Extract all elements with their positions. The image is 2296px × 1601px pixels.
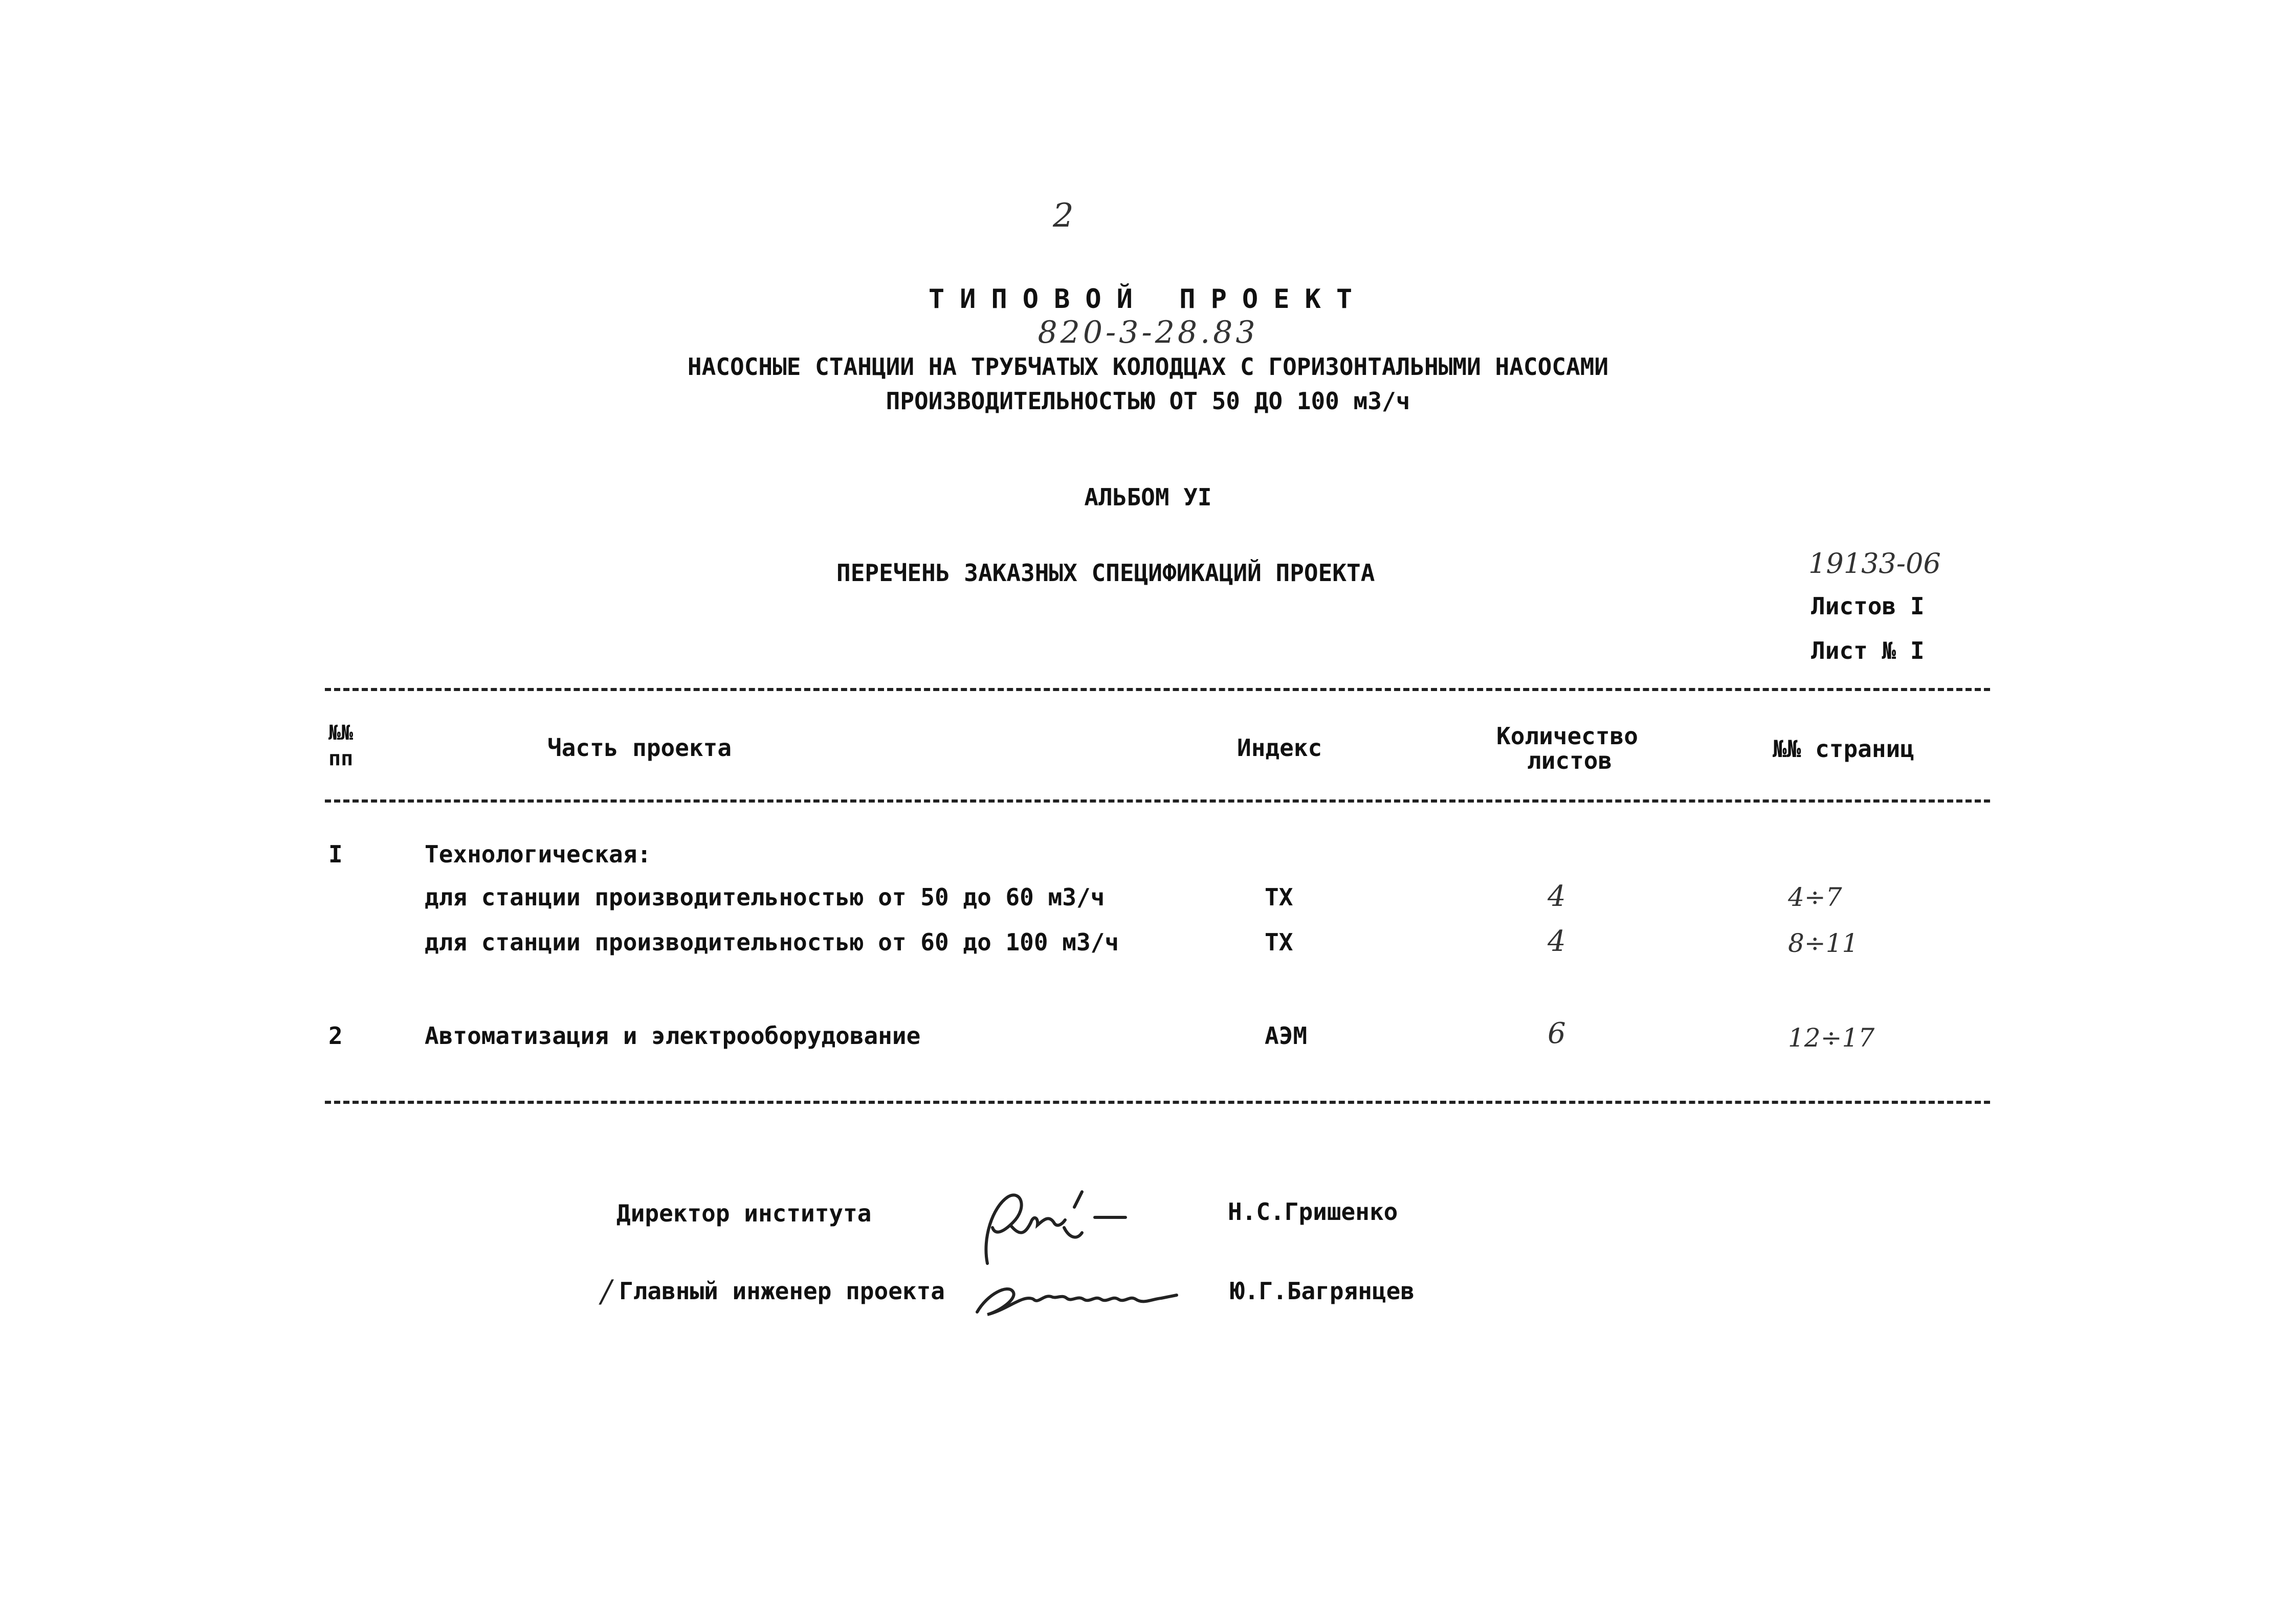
header-qty-sub: листов [1527,747,1613,774]
row-1-num: I [328,840,343,868]
row-3-index: ТХ [1265,928,1293,956]
subtitle-line-1: НАСОСНЫЕ СТАНЦИИ НА ТРУБЧАТЫХ КОЛОДЦАХ С ГОРИЗОНТАЛЬНЫМИ НАСОСАМИ [687,353,1609,381]
project-code: 820-3-28.83 [1037,315,1259,350]
row-4-pages: 12÷17 [1788,1023,1875,1053]
header-pages: №№ страниц [1773,735,1914,763]
table-header-rule [325,799,1990,803]
document-title: ТИПОВОЙ ПРОЕКТ [928,284,1368,315]
row-2-pages: 4÷7 [1788,882,1842,912]
row-4-num: 2 [328,1022,343,1050]
row-2-qty: 4 [1548,880,1566,913]
sheet-number: Лист № I [1811,637,1925,664]
row-4-index: АЭМ [1265,1022,1308,1050]
row-1-part: Технологическая: [425,840,652,868]
header-num-sub: пп [328,747,354,770]
header-part: Часть проекта [547,734,732,762]
row-3-part: для станции производительностью от 60 до 100 м3/ч [425,928,1119,956]
page-number: 2 [1053,197,1074,235]
album-label: АЛЬБОМ УI [1084,483,1212,511]
row-3-pages: 8÷11 [1788,928,1859,958]
table-bottom-rule [325,1101,1990,1104]
table-top-rule [325,688,1990,691]
row-2-part: для станции производительностью от 50 до 60 м3/ч [425,883,1105,911]
chief-engineer-name: Ю.Г.Багрянцев [1230,1277,1415,1305]
header-num: №№ [328,721,354,745]
document-code: 19133-06 [1808,547,1941,580]
sheets-total: Листов I [1811,592,1925,620]
subtitle-line-2: ПРОИЗВОДИТЕЛЬНОСТЬЮ ОТ 50 ДО 100 м3/ч [886,387,1410,415]
director-title: Директор института [616,1199,872,1227]
director-name: Н.С.Гришенко [1228,1198,1398,1226]
list-title: ПЕРЕЧЕНЬ ЗАКАЗНЫХ СПЕЦИФИКАЦИЙ ПРОЕКТА [836,559,1375,587]
chief-engineer-title: Главный инженер проекта [619,1277,945,1305]
row-3-qty: 4 [1548,925,1566,958]
chief-engineer-signature [967,1263,1202,1325]
slash-mark: / [601,1274,612,1309]
header-qty: Количество [1496,722,1638,750]
row-4-qty: 6 [1548,1017,1566,1050]
row-2-index: ТХ [1265,883,1293,911]
row-4-part: Автоматизация и электрооборудование [425,1022,921,1050]
header-index: Индекс [1237,734,1322,762]
